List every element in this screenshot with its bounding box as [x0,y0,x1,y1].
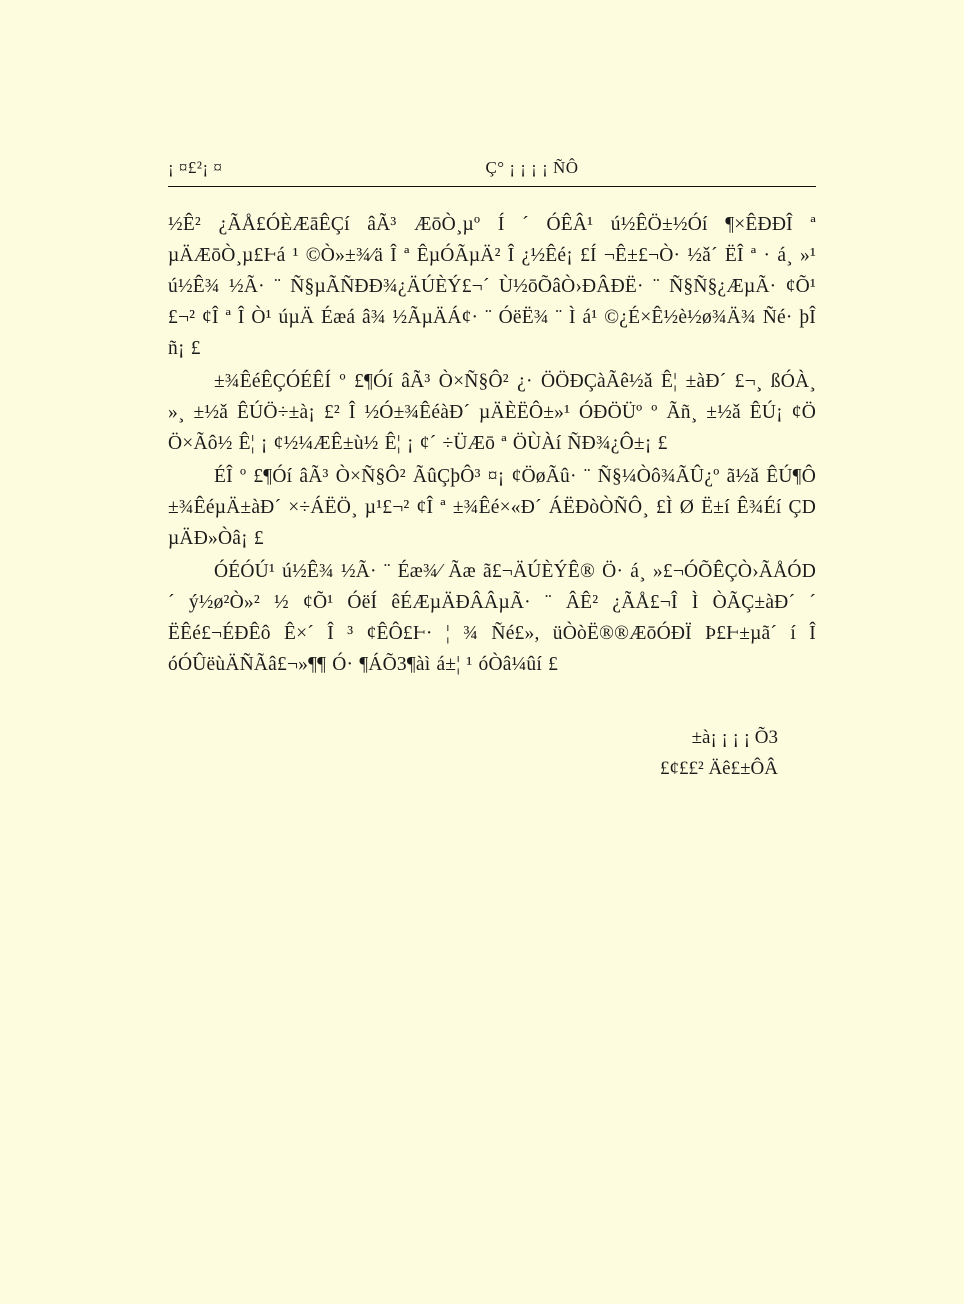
signature-author: ±à¡ ¡ ¡ ¡ Õ3 [691,727,778,748]
signature-date: £¢££² Äê£±ÔÂ [660,758,778,779]
header-left-text: ¡ ¤£²¡ ¤ [168,158,223,177]
paragraph-4: ÓÉÓÚ¹ ú½Ê¾ ½Ã· ¨ Éæ¾⁄ Ãæ ã£¬ÄÚÈÝÊ® Ö· á¸ »£¬ÓÕÊÇÒ›ÃÅÓD ´ ý½ø²Ò»² ½ ¢Õ¹ ÓëÍ êÉÆµÄÐÂÂµÃ· ¨ ÂÊ² ¿ÃÅ£¬Î Ì ÒÃÇ±àÐ´ ´ ËÊé£¬ÉÐÊô Ê×´ Î ³ ¢ÊÔ£Ⱶ· ¦ ¾ Ñé£», üÒòË®®ÆōÓÐÏ Þ£Ⱶ±µã´ í Î óÓÛëùÄÑÃâ£¬»¶¶ Ó· ¶ÁÕ3¶àì á±¦ ¹ óÒâ¼ûí £ [168,561,816,675]
paragraph-3: ÉÎ º £¶Óí âÃ³ Ò×Ñ§Ô² ÃûÇþÔ³ ¤¡ ¢ÖøÃû· ¨ Ñ§¼Òô¾ÃÛ¿º ã½ǎ ÊÚ¶Ô ±¾ÊéµÄ±àÐ´ ×÷ÁËÖ¸ µ¹£¬² ¢Î ª ±¾Êé×«Ð´ ÁËÐòÒÑÔ¸ £Ì Ø Ë±í Ê¾Éí ÇD µÄÐ»Òâ¡ £ [168,466,816,549]
paragraph-1: ½Ê² ¿ÃÅ£ÓÈÆāÊÇí âÃ³ ÆōÒ¸µº Í ´ ÓÊÂ¹ ú½ÊÖ±½Óí ¶×ÊÐÐÎ ª µÄÆōÒ¸µ£Ⱶá ¹ ©Ò»±¾⁄ä Î ª ÊµÓÃµÄ² Î ¿½Êé¡ £Í ¬Ê±£¬Ò· ½ǎ´ ËÎ ª · á¸ »¹ ú½Ê¾ ½Ã· ¨ Ñ§µÃÑÐÐ¾¿ÄÚÈÝ£¬´ Ù½ōÕâÒ›ÐÂÐË· ¨ Ñ§Ñ§¿ÆµÃ· ¢Õ¹ £¬² ¢Î ª Î Ò¹ úµÄ Éæá â¾ ½ÃµÄÁ¢· ¨ ÓëË¾ ¨ Ì á¹ ©¿É×Ê½è½ø¾Ä¾ Ñé· þÎ ñ¡ £ [168,214,816,359]
document-body [168,158,816,784]
page-header [168,158,816,186]
header-center-text: Ç° ¡ ¡ ¡ ¡ ÑÔ [485,158,579,177]
paragraph-2: ±¾ÊéÊÇÓÉÊÍ º £¶Óí âÃ³ Ò×Ñ§Ô² ¿· ÖÖÐÇàÃê½ǎ Ê¦ ±àÐ´ £¬¸ ßÓÀ¸ »¸ ±½ǎ ÊÚÖ÷±à¡ £² Î ½Ó±¾ÊéàÐ´ µÄÈËÔ±»¹ ÓÐÖÜº º Ãñ¸ ±½ǎ ÊÚ¡ ¢Ö Ö×Ãô½ Ê¦ ¡ ¢½¼ÆÊ±ù½ Ê¦ ¡ ¢´ ÷ÜÆō ª ÖÙÀí ÑÐ¾¿Ô±¡ £ [168,371,816,454]
header-divider [168,186,816,187]
signature-block [168,722,816,784]
